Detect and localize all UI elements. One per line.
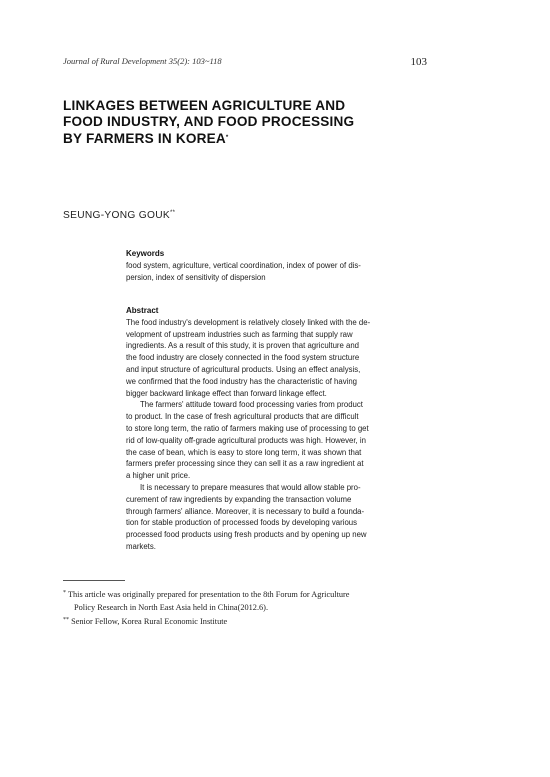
title-footnote-mark: * xyxy=(225,135,229,141)
running-header xyxy=(63,56,427,72)
footnote-2 xyxy=(63,614,443,628)
abstract-heading: Abstract xyxy=(126,306,159,315)
title-line-1: LINKAGES BETWEEN AGRICULTURE AND xyxy=(63,98,346,113)
footnote-1-mark: * xyxy=(63,590,66,596)
footnote-1-continued: Policy Research in North East Asia held in China(2012.6). xyxy=(74,603,269,612)
keywords-heading: Keywords xyxy=(126,249,165,258)
abstract-line: curement of raw ingredients by expanding the transaction volume xyxy=(126,494,352,504)
title-line-2: FOOD INDUSTRY, AND FOOD PROCESSING xyxy=(63,114,355,129)
abstract-line: farmers prefer processing since they can sell it as a raw ingredient at xyxy=(126,459,364,469)
keywords-section xyxy=(126,248,426,283)
abstract-line: to product. In the case of fresh agricultural products that are difficult xyxy=(126,412,359,422)
keywords-line: persion, index of sensitivity of dispersion xyxy=(126,272,266,282)
abstract-line: bigger backward linkage effect than forward linkage effect. xyxy=(126,388,327,398)
abstract-line: tion for stable production of processed foods by developing various xyxy=(126,518,358,528)
author-line xyxy=(63,210,175,221)
abstract-line: The food industry's development is relatively closely linked with the de- xyxy=(126,317,371,327)
abstract-line: to store long term, the ratio of farmers making use of processing to get xyxy=(126,423,369,433)
article-title xyxy=(63,98,443,147)
abstract-line: the case of bean, which is easy to store long term, it was shown that xyxy=(126,447,362,457)
abstract-section xyxy=(126,305,426,553)
title-line-3-text: BY FARMERS IN KOREA xyxy=(63,131,226,146)
abstract-line: the food industry are closely connected in the food system structure xyxy=(126,353,360,363)
abstract-line: The farmers' attitude toward food processing varies from product xyxy=(140,400,363,410)
abstract-line: we confirmed that the food industry has the characteristic of having xyxy=(126,376,357,386)
footnote-1 xyxy=(63,587,443,601)
footnote-2-text: Senior Fellow, Korea Rural Economic Institute xyxy=(71,617,228,626)
journal-citation: Journal of Rural Development 35(2): 103~118 xyxy=(63,56,222,66)
abstract-line: rid of low-quality off-grade agricultural products was high. However, in xyxy=(126,435,366,445)
abstract-line: markets. xyxy=(126,541,156,551)
keywords-line: food system, agriculture, vertical coordination, index of power of dis- xyxy=(126,260,361,270)
author-footnote-mark: ** xyxy=(169,210,176,216)
title-line-3 xyxy=(63,130,443,147)
footnote-separator xyxy=(63,580,125,581)
abstract-line: and input structure of agricultural products. Using an effect analysis, xyxy=(126,364,361,374)
author-name: SEUNG-YONG GOUK xyxy=(63,210,170,221)
abstract-line: It is necessary to prepare measures that would allow stable pro- xyxy=(140,482,361,492)
page-number: 103 xyxy=(410,56,427,68)
abstract-line: ingredients. As a result of this study, it is proven that agriculture and xyxy=(126,341,360,351)
abstract-line: a higher unit price. xyxy=(126,471,191,481)
abstract-line: through farmers' alliance. Moreover, it is necessary to build a founda- xyxy=(126,506,365,516)
footnote-1-text: This article was originally prepared for presentation to the 8th Forum for Agriculture xyxy=(67,590,350,599)
abstract-line: processed food products using fresh products and by opening up new xyxy=(126,530,367,540)
footnotes xyxy=(63,587,443,628)
abstract-line: velopment of upstream industries such as farming that supply raw xyxy=(126,329,353,339)
footnote-2-mark: ** xyxy=(63,617,69,623)
